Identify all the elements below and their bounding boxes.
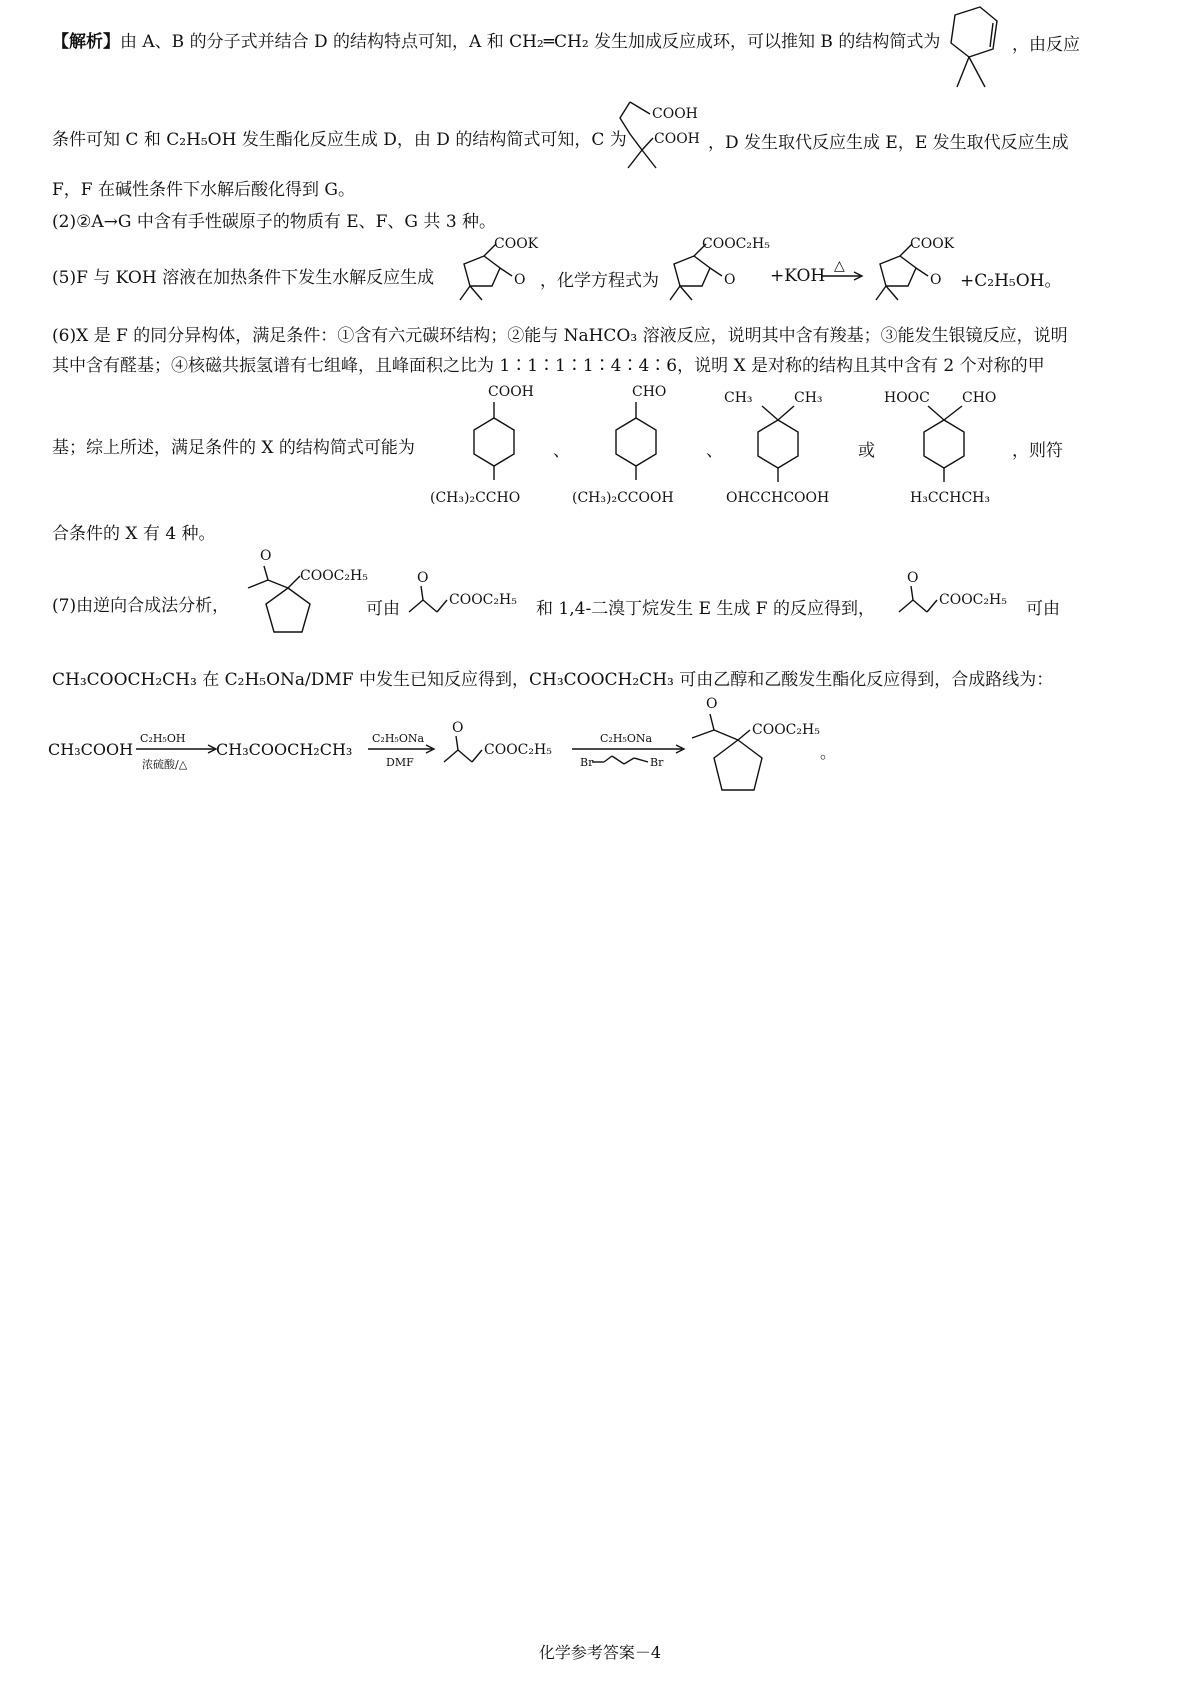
plus-koh: +KOH — [770, 266, 826, 286]
molecule-product-cook-1 — [442, 234, 542, 304]
isomer1-top: COOH — [488, 384, 534, 400]
answer-6-line-3: 基；综上所述，满足条件的 X 的结构简式可能为 — [52, 438, 415, 458]
route-intermediate: CH₃COOCH₂CH₃ — [216, 740, 353, 759]
molecule-c-diacid — [608, 98, 708, 173]
cook-label-2: COOK — [910, 236, 955, 252]
molecule-b-cyclohexene — [935, 5, 1015, 95]
isomer4-bottom: H₃CCHCH₃ — [910, 490, 990, 506]
d-cooh-2: COOH — [654, 131, 700, 147]
isomer-structure-2 — [570, 380, 700, 515]
molecule-f-ester — [652, 234, 770, 304]
answer-6-line-4: 合条件的 X 有 4 种。 — [52, 524, 216, 544]
answer-5-text-a: (5)F 与 KOH 溶液在加热条件下发生水解反应生成 — [52, 268, 435, 288]
keto2-ester: COOC₂H₅ — [939, 592, 1007, 608]
isomer2-bottom: (CH₃)₂CCOOH — [572, 490, 674, 506]
cook-label-1: COOK — [494, 236, 539, 252]
route-keto-oxo: O — [452, 720, 464, 736]
route-keto-ester — [440, 716, 570, 771]
separator-1: 、 — [553, 441, 570, 461]
isomer-structure-4 — [880, 380, 1020, 515]
answer-7-text-b: 可由 — [366, 599, 400, 619]
isomer-structure-1 — [428, 380, 558, 515]
oxo-label-f: O — [724, 272, 736, 288]
page-footer: 化学参考答案－4 — [538, 1643, 662, 1662]
answer-7-text-a: (7)由逆向合成法分析， — [52, 596, 230, 616]
answer-6-line-3-end: ，则符 — [1012, 441, 1063, 461]
isomer3-top-right: CH₃ — [794, 390, 823, 406]
keto-ester-molecule-1 — [405, 566, 535, 621]
or-label: 或 — [858, 441, 875, 461]
route-arrow-2 — [366, 744, 436, 754]
route-step1-condition: 浓硫酸/△ — [142, 758, 188, 771]
isomer1-bottom: (CH₃)₂CCHO — [430, 490, 521, 506]
route-target-molecule — [684, 694, 837, 814]
route-step1-reagent: C₂H₅OH — [140, 732, 186, 745]
analysis-line-1-end: ，由反应 — [1012, 35, 1080, 55]
answer-2: (2)②A→G 中含有手性碳原子的物质有 E、F、G 共 3 种。 — [52, 212, 497, 232]
analysis-tag: 【解析】 — [52, 32, 120, 52]
isomer3-top-left: CH₃ — [724, 390, 753, 406]
route-step2-reagent: C₂H₅ONa — [372, 732, 425, 745]
route-target-oxo: O — [706, 696, 718, 712]
target1-ester: COOC₂H₅ — [300, 568, 368, 584]
answer-7-text-d: 可由 — [1026, 599, 1060, 619]
oxo-label-1: O — [514, 272, 526, 288]
route-step3-reagent: C₂H₅ONa — [600, 732, 653, 745]
analysis-text-1: 由 A、B 的分子式并结合 D 的结构特点可知，A 和 CH₂═CH₂ 发生加成反应成环，可以推知 B 的结构简式为 — [120, 32, 941, 52]
answer-7-text-c: 和 1,4-二溴丁烷发生 E 生成 F 的反应得到， — [536, 599, 876, 619]
ester-label-f: COOC₂H₅ — [702, 236, 770, 252]
delta-label: △ — [834, 258, 845, 274]
route-start: CH₃COOH — [48, 740, 134, 759]
analysis-text-2: 条件可知 C 和 C₂H₅OH 发生酯化反应生成 D，由 D 的结构简式可知，C 为 — [52, 130, 627, 150]
answer-6-line-1: (6)X 是 F 的同分异构体，满足条件：①含有六元碳环结构；②能与 NaHCO₃ 溶液反应，说明其中含有羧基；③能发生银镜反应，说明 — [52, 326, 1068, 346]
keto2-oxo: O — [907, 570, 919, 586]
analysis-line-2-end: ，D 发生取代反应生成 E，E 发生取代反应生成 — [708, 133, 1069, 153]
route-keto-ester-label: COOC₂H₅ — [484, 742, 552, 758]
isomer3-bottom: OHCCHCOOH — [726, 490, 830, 506]
route-end-mark: 。 — [820, 743, 837, 762]
answer-6-line-2: 其中含有醛基；④核磁共振氢谱有七组峰，且峰面积之比为 1∶1∶1∶1∶4∶4∶6，说明 X 是对称的结构且其中含有 2 个对称的甲 — [52, 356, 1045, 376]
route-arrow-1 — [134, 744, 218, 754]
keto-ester-molecule-2 — [895, 566, 1025, 621]
molecule-product-cook-2 — [858, 234, 958, 304]
isomer4-top-right: CHO — [962, 390, 997, 406]
isomer2-top: CHO — [632, 384, 667, 400]
target-molecule-1 — [238, 546, 368, 656]
route-target-ester: COOC₂H₅ — [752, 722, 820, 738]
route-br-right: Br — [650, 756, 664, 769]
separator-2: 、 — [706, 441, 723, 461]
keto1-ester: COOC₂H₅ — [449, 592, 517, 608]
isomer-structure-3 — [722, 380, 862, 515]
d-cooh-1: COOH — [652, 106, 698, 122]
route-step2-solvent: DMF — [386, 756, 414, 769]
oxo-label-2: O — [930, 272, 942, 288]
plus-ethanol: +C₂H₅OH。 — [960, 271, 1062, 291]
isomer4-top-left: HOOC — [884, 390, 930, 406]
analysis-line-1 — [52, 30, 940, 54]
route-br-left: Br — [580, 756, 594, 769]
answer-7-line-2: CH₃COOCH₂CH₃ 在 C₂H₅ONa/DMF 中发生已知反应得到，CH₃COOCH₂CH₃ 可由乙醇和乙酸发生酯化反应得到，合成路线为： — [52, 670, 1054, 690]
analysis-text-3: F，F 在碱性条件下水解后酸化得到 G。 — [52, 180, 355, 200]
answer-5-text-b: ，化学方程式为 — [540, 271, 659, 291]
keto1-oxo: O — [417, 570, 429, 586]
target1-oxo: O — [260, 548, 272, 564]
